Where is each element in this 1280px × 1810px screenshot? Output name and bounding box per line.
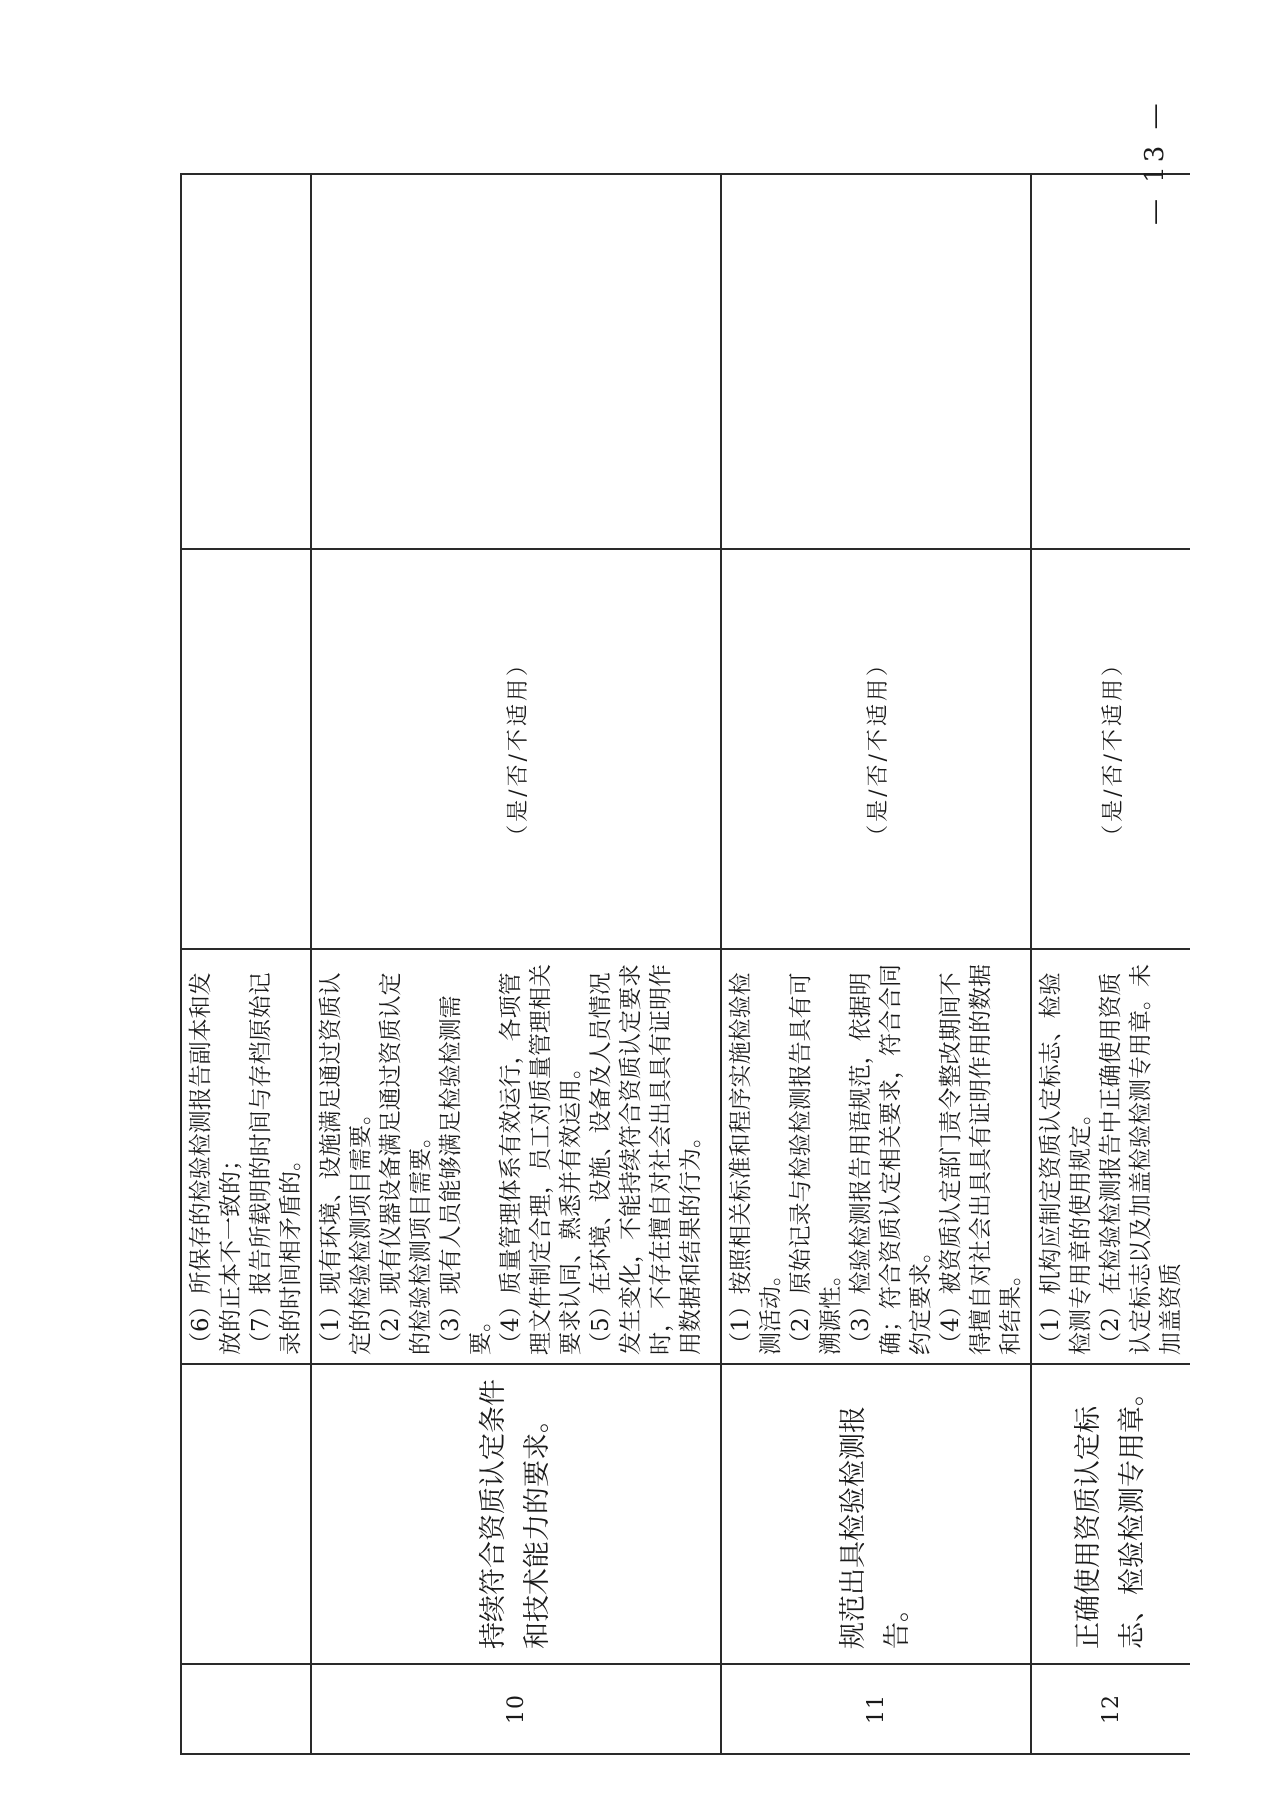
check-note bbox=[181, 174, 311, 549]
check-standard bbox=[181, 949, 311, 1364]
table-row bbox=[311, 174, 721, 1754]
table-row bbox=[721, 174, 1031, 1754]
check-note bbox=[311, 174, 721, 549]
row-number: 11 bbox=[721, 1664, 1031, 1754]
standard-line: （2）现有仪器设备满足通过资质认定的检验检测项目需要。 bbox=[378, 972, 434, 1355]
inspection-table bbox=[180, 173, 1190, 1755]
table-row bbox=[181, 174, 311, 1754]
check-result: （是/否/不适用） bbox=[311, 549, 721, 949]
check-result: （是/否/不适用） bbox=[721, 549, 1031, 949]
check-result bbox=[181, 549, 311, 949]
row-number: 12 bbox=[1031, 1664, 1190, 1754]
standard-line: （2）在检验检测报告中正确使用资质认定标志以及加盖检验检测专用章。未加盖资质 bbox=[1098, 964, 1184, 1355]
check-standard bbox=[721, 949, 1031, 1364]
row-number: 10 bbox=[311, 1664, 721, 1754]
check-note bbox=[721, 174, 1031, 549]
check-item bbox=[181, 1364, 311, 1664]
rotated-table-page bbox=[180, 175, 1184, 1755]
standard-line: （1）按照相关标准和程序实施检验检测活动。 bbox=[728, 972, 784, 1355]
check-result: （是/否/不适用） bbox=[1031, 549, 1190, 949]
standard-line: （2）原始记录与检验检测报告具有可溯源性。 bbox=[788, 972, 844, 1355]
check-item: 规范出具检验检测报告。 bbox=[721, 1364, 1031, 1664]
standard-line: （4）被资质认定部门责令整改期间不得擅自对社会出具具有证明作用的数据和结果。 bbox=[938, 964, 1024, 1355]
standard-line: （3）现有人员能够满足检验检测需要。 bbox=[438, 995, 494, 1355]
check-standard bbox=[1031, 949, 1190, 1364]
check-standard bbox=[311, 949, 721, 1364]
page-number: — 13 — bbox=[1140, 99, 1170, 225]
check-note bbox=[1031, 174, 1190, 549]
standard-line: （5）在环境、设施、设备及人员情况发生变化，不能持续符合资质认定要求时，不存在擅自对社会出具具有证明作用数据和结果的行为。 bbox=[588, 964, 704, 1355]
standard-line: （1）现有环境、设施满足通过资质认定的检验检测项目需要。 bbox=[318, 972, 374, 1355]
table-row bbox=[1031, 174, 1190, 1754]
row-number bbox=[181, 1664, 311, 1754]
check-item: 正确使用资质认定标志、检验检测专用章。 bbox=[1031, 1364, 1190, 1664]
standard-line: （1）机构应制定资质认定标志、检验检测专用章的使用规定。 bbox=[1038, 972, 1094, 1355]
standard-line: （6）所保存的检验检测报告副本和发放的正本不一致的； bbox=[188, 972, 244, 1355]
check-item: 持续符合资质认定条件和技术能力的要求。 bbox=[311, 1364, 721, 1664]
standard-line: （3）检验检测报告用语规范，依据明确；符合资质认定相关要求，符合合同约定要求。 bbox=[848, 964, 934, 1355]
standard-line: （4）质量管理体系有效运行，各项管理文件制定合理，员工对质量管理相关要求认同、熟悉并有效运用。 bbox=[498, 964, 584, 1355]
standard-line: （7）报告所载明的时间与存档原始记录的时间相矛盾的。 bbox=[248, 972, 304, 1355]
